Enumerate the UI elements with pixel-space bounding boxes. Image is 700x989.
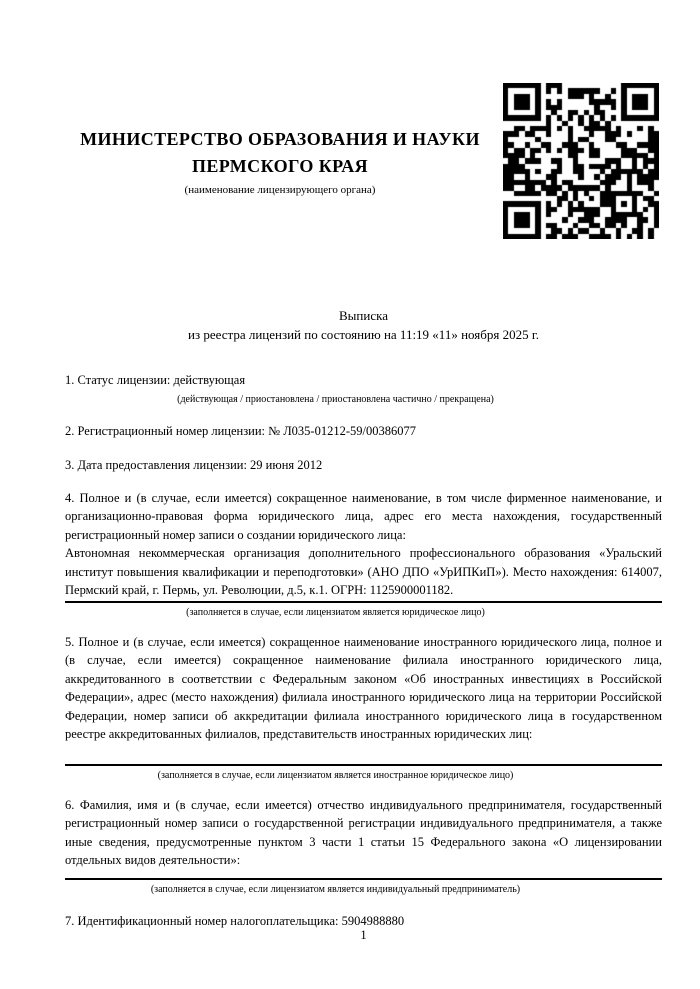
- ministry-name: [65, 126, 495, 180]
- field-registration-number: [65, 422, 662, 441]
- field-individual-entrepreneur-label: 6. Фамилия, имя и (в случае, если имеется) отчество индивидуального предпринимателя, государственный регистрационный номер записи о государственной регистрации индивидуального предпринимателя, а также иные сведения, предусмотренные пунктом 3 части 1 статьи 15 Федерального закона «О лицензировании отдельных видов деятельности»:: [65, 797, 662, 867]
- document-title-line2: из реестра лицензий по состоянию на 11:19 «11» ноября 2025 г.: [188, 327, 539, 342]
- field-grant-date: [65, 456, 662, 475]
- ministry-name-line1: МИНИСТЕРСТВО ОБРАЗОВАНИЯ И НАУКИ: [80, 129, 480, 149]
- field-license-status-note: (действующая / приостановлена / приостановлена частично / прекращена): [177, 393, 494, 405]
- field-individual-entrepreneur-info: [65, 796, 662, 896]
- field-grant-date-text: 3. Дата предоставления лицензии: 29 июня 2012: [65, 458, 323, 472]
- field-foreign-entity-note: (заполняется в случае, если лицензиатом является иностранное юридическое лицо): [157, 769, 514, 781]
- ministry-caption: (наименование лицензирующего органа): [184, 184, 376, 196]
- field-license-status-text: 1. Статус лицензии: действующая: [65, 373, 246, 387]
- field-taxpayer-number-text: 7. Идентификационный номер налогоплательщика: 5904988880: [65, 913, 405, 928]
- document-content: [65, 0, 662, 930]
- field-foreign-entity-label: 5. Полное и (в случае, если имеется) сокращенное наименование иностранного юридического лица, полное и (в случае, если имеется) сокращенное наименование филиала иностранного юридического лица, аккредитованного в соответствии с Федеральным законом «Об иностранных инвестициях в Российской Федерации», адрес (место нахождения) филиала иностранного юридического лица на территории Российской Федерации, номер записи об аккредитации филиала иностранного юридического лица в государственном реестре аккредитованных филиалов, представительств иностранных юридических лиц:: [65, 634, 662, 741]
- field-legal-entity-label: 4. Полное и (в случае, если имеется) сокращенное наименование, в том числе фирменное наименование, и организационно-правовая форма юридического лица, адрес его места нахождения, государственный регистрационный номер записи о создании юридического лица:: [65, 490, 662, 542]
- document-title: [65, 306, 662, 344]
- field-foreign-entity-info: [65, 633, 662, 782]
- ministry-name-line2: ПЕРМСКОГО КРАЯ: [191, 156, 369, 176]
- field-legal-entity-note: (заполняется в случае, если лицензиатом является юридическое лицо): [186, 606, 485, 618]
- field-individual-entrepreneur-empty-line: [65, 870, 662, 880]
- page-number: 1: [360, 928, 367, 942]
- document-fields: [65, 371, 662, 930]
- field-license-status: [65, 371, 662, 406]
- field-individual-entrepreneur-note: (заполняется в случае, если лицензиатом является индивидуальный предприниматель): [150, 883, 521, 895]
- field-legal-entity-info: [65, 489, 662, 619]
- field-legal-entity-value: Автономная некоммерческая организация дополнительного профессионального образования «Уральский институт повышения квалификации и переподготовки» (АНО ДПО «УрИПКиП»). Место нахождения: 614007, Пермский край, г. Пермь, ул. Революции, д.5, к.1. ОГРН: 1125900001182.: [65, 544, 662, 603]
- field-foreign-entity-empty-line: [65, 744, 662, 766]
- field-registration-number-text: 2. Регистрационный номер лицензии: № Л035-01212-59/00386077: [65, 423, 416, 438]
- document-title-line1: Выписка: [339, 308, 388, 323]
- licensing-authority-header: [65, 126, 495, 197]
